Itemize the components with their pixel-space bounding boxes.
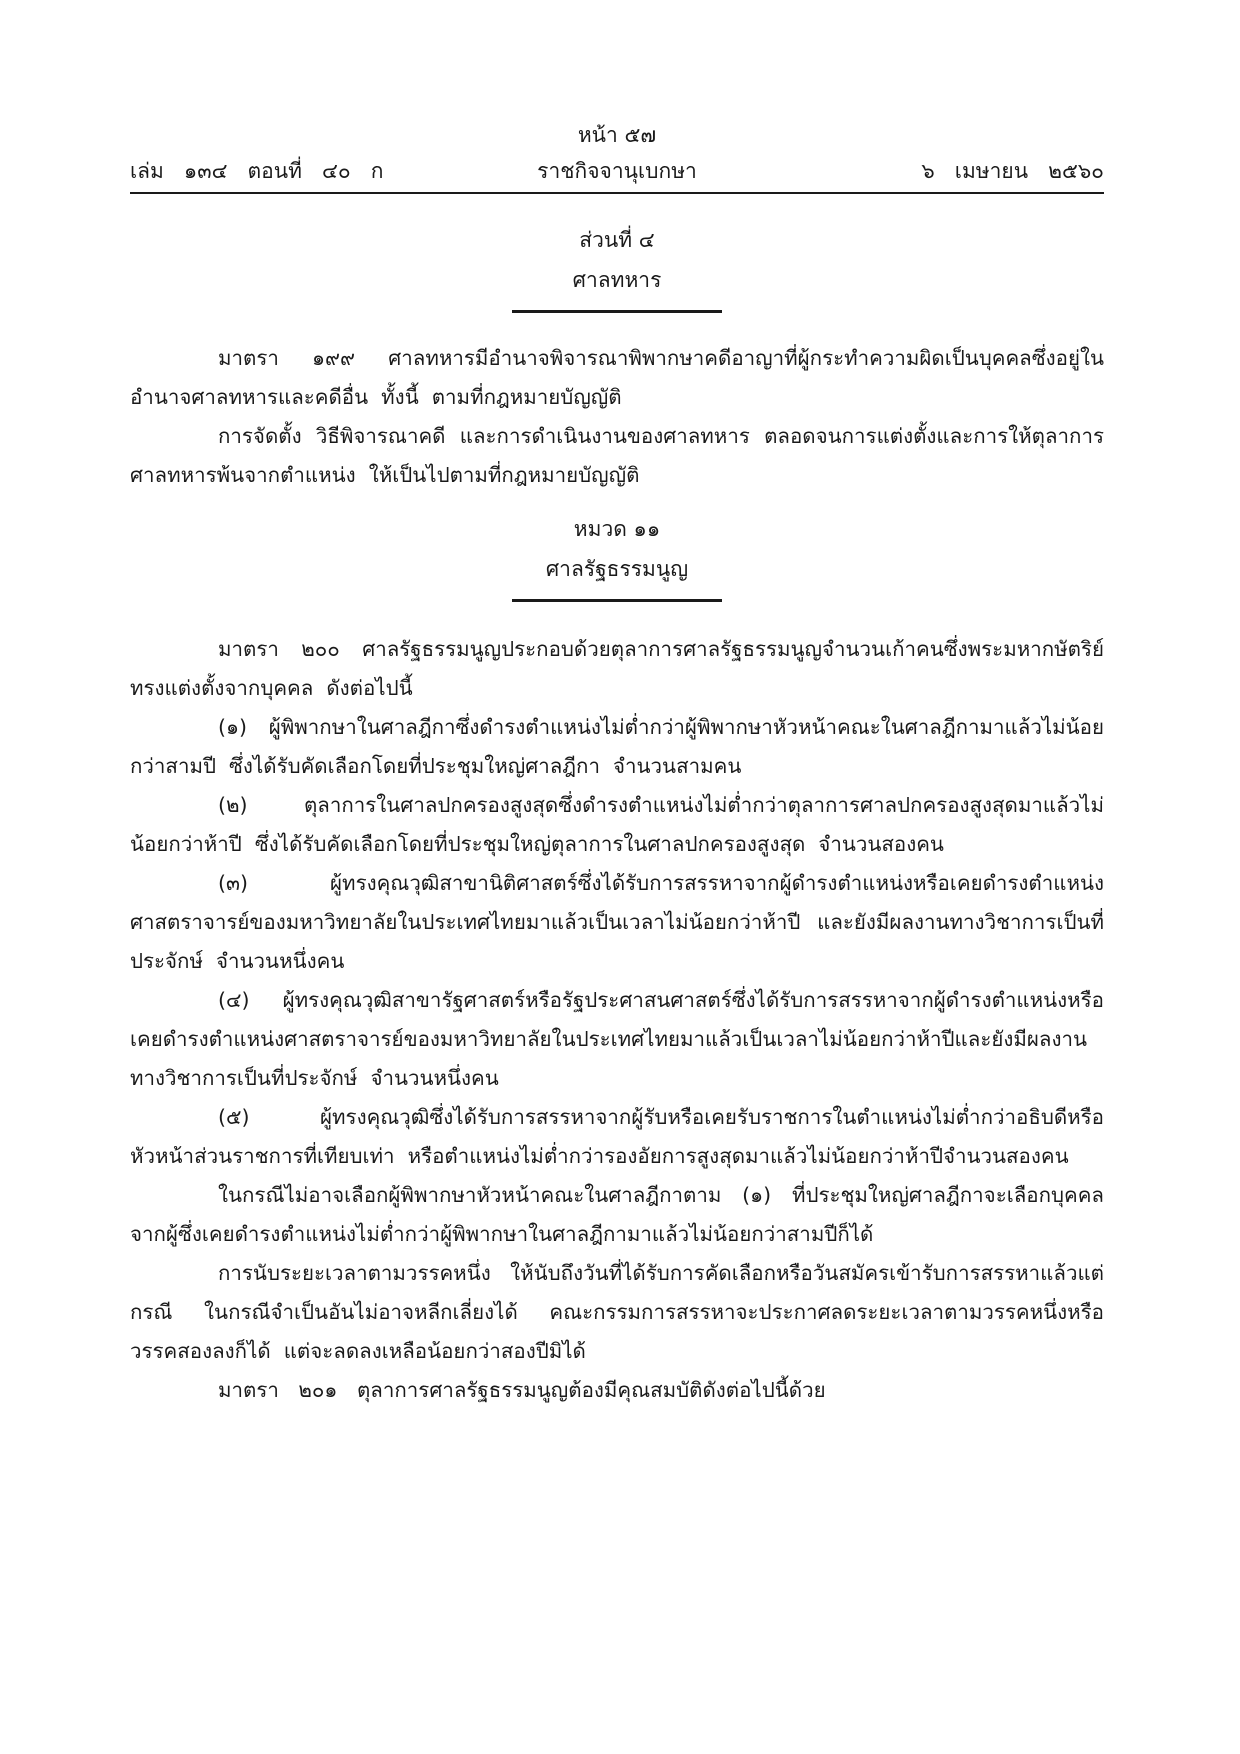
volume-issue: เล่ม ๑๓๔ ตอนที่ ๔๐ ก: [130, 159, 384, 183]
paragraph: (๕) ผู้ทรงคุณวุฒิซึ่งได้รับการสรรหาจากผู้รับหรือเคยรับราชการในตำแหน่งไม่ต่ำกว่าอธิบดีหรือหัวหน้าส่วนราชการที่เทียบเท่า หรือตำแหน่งไม่ต่ำกว่ารองอัยการสูงสุดมาแล้วไม่น้อยกว่าห้าปีจำนวนสองคน: [130, 1105, 1104, 1168]
chapter-heading-constitutional: [130, 509, 1104, 589]
publication-name: ราชกิจจานุเบกษา: [537, 159, 697, 183]
gazette-header: [130, 152, 1104, 190]
paragraph: (๑) ผู้พิพากษาในศาลฎีกาซึ่งดำรงตำแหน่งไม่ต่ำกว่าผู้พิพากษาหัวหน้าคณะในศาลฎีกามาแล้วไม่น้อยกว่าสามปี ซึ่งได้รับคัดเลือกโดยที่ประชุมใหญ่ศาลฎีกา จำนวนสามคน: [130, 715, 1104, 778]
section-heading-military: [130, 220, 1104, 300]
military-court-text: [130, 339, 1104, 495]
header-divider: [130, 192, 1104, 194]
page-number: หน้า ๕๗: [577, 123, 657, 147]
publication-date: ๖ เมษายน ๒๕๖๐: [921, 159, 1104, 183]
chapter-title: ศาลรัฐธรรมนูญ: [545, 557, 689, 581]
paragraph: มาตรา ๒๐๐ ศาลรัฐธรรมนูญประกอบด้วยตุลาการศาลรัฐธรรมนูญจำนวนเก้าคนซึ่งพระมหากษัตริย์ทรงแต่งตั้งจากบุคคล ดังต่อไปนี้: [130, 637, 1104, 700]
paragraph: การนับระยะเวลาตามวรรคหนึ่ง ให้นับถึงวันที่ได้รับการคัดเลือกหรือวันสมัครเข้ารับการสรรหาแล้วแต่กรณี ในกรณีจำเป็นอันไม่อาจหลีกเลี่ยงได้ คณะกรรมการสรรหาจะประกาศลดระยะเวลาตามวรรคหนึ่งหรือวรรคสองลงก็ได้ แต่จะลดลงเหลือน้อยกว่าสองปีมิได้: [130, 1261, 1104, 1363]
section-divider: [512, 310, 722, 313]
chapter-divider: [512, 599, 722, 602]
section-title: ศาลทหาร: [572, 268, 662, 292]
paragraph: (๒) ตุลาการในศาลปกครองสูงสุดซึ่งดำรงตำแหน่งไม่ต่ำกว่าตุลาการศาลปกครองสูงสุดมาแล้วไม่น้อยกว่าห้าปี ซึ่งได้รับคัดเลือกโดยที่ประชุมใหญ่ตุลาการในศาลปกครองสูงสุด จำนวนสองคน: [130, 793, 1104, 856]
paragraph: มาตรา ๑๙๙ ศาลทหารมีอำนาจพิจารณาพิพากษาคดีอาญาที่ผู้กระทำความผิดเป็นบุคคลซึ่งอยู่ในอำนาจศาลทหารและคดีอื่น ทั้งนี้ ตามที่กฎหมายบัญญัติ: [130, 346, 1104, 409]
chapter-number: หมวด ๑๑: [573, 517, 661, 541]
paragraph: ในกรณีไม่อาจเลือกผู้พิพากษาหัวหน้าคณะในศาลฎีกาตาม (๑) ที่ประชุมใหญ่ศาลฎีกาจะเลือกบุคคลจากผู้ซึ่งเคยดำรงตำแหน่งไม่ต่ำกว่าผู้พิพากษาในศาลฎีกามาแล้วไม่น้อยกว่าสามปีก็ได้: [130, 1183, 1104, 1246]
paragraph: มาตรา ๒๐๑ ตุลาการศาลรัฐธรรมนูญต้องมีคุณสมบัติดังต่อไปนี้ด้วย: [218, 1378, 826, 1402]
paragraph: (๔) ผู้ทรงคุณวุฒิสาขารัฐศาสตร์หรือรัฐประศาสนศาสตร์ซึ่งได้รับการสรรหาจากผู้ดำรงตำแหน่งหรือเคยดำรงตำแหน่งศาสตราจารย์ของมหาวิทยาลัยในประเทศไทยมาแล้วเป็นเวลาไม่น้อยกว่าห้าปีและยังมีผลงานทางวิชาการเป็นที่ประจักษ์ จำนวนหนึ่งคน: [130, 988, 1104, 1090]
part-number: ส่วนที่ ๔: [579, 228, 655, 252]
paragraph: (๓) ผู้ทรงคุณวุฒิสาขานิติศาสตร์ซึ่งได้รับการสรรหาจากผู้ดำรงตำแหน่งหรือเคยดำรงตำแหน่งศาสตราจารย์ของมหาวิทยาลัยในประเทศไทยมาแล้วเป็นเวลาไม่น้อยกว่าห้าปี และยังมีผลงานทางวิชาการเป็นที่ประจักษ์ จำนวนหนึ่งคน: [130, 871, 1104, 973]
constitutional-court-text: [130, 630, 1104, 1410]
paragraph: การจัดตั้ง วิธีพิจารณาคดี และการดำเนินงานของศาลทหาร ตลอดจนการแต่งตั้งและการให้ตุลาการศาลทหารพ้นจากตำแหน่ง ให้เป็นไปตามที่กฎหมายบัญญัติ: [130, 424, 1104, 487]
gazette-page: [130, 118, 1104, 1410]
